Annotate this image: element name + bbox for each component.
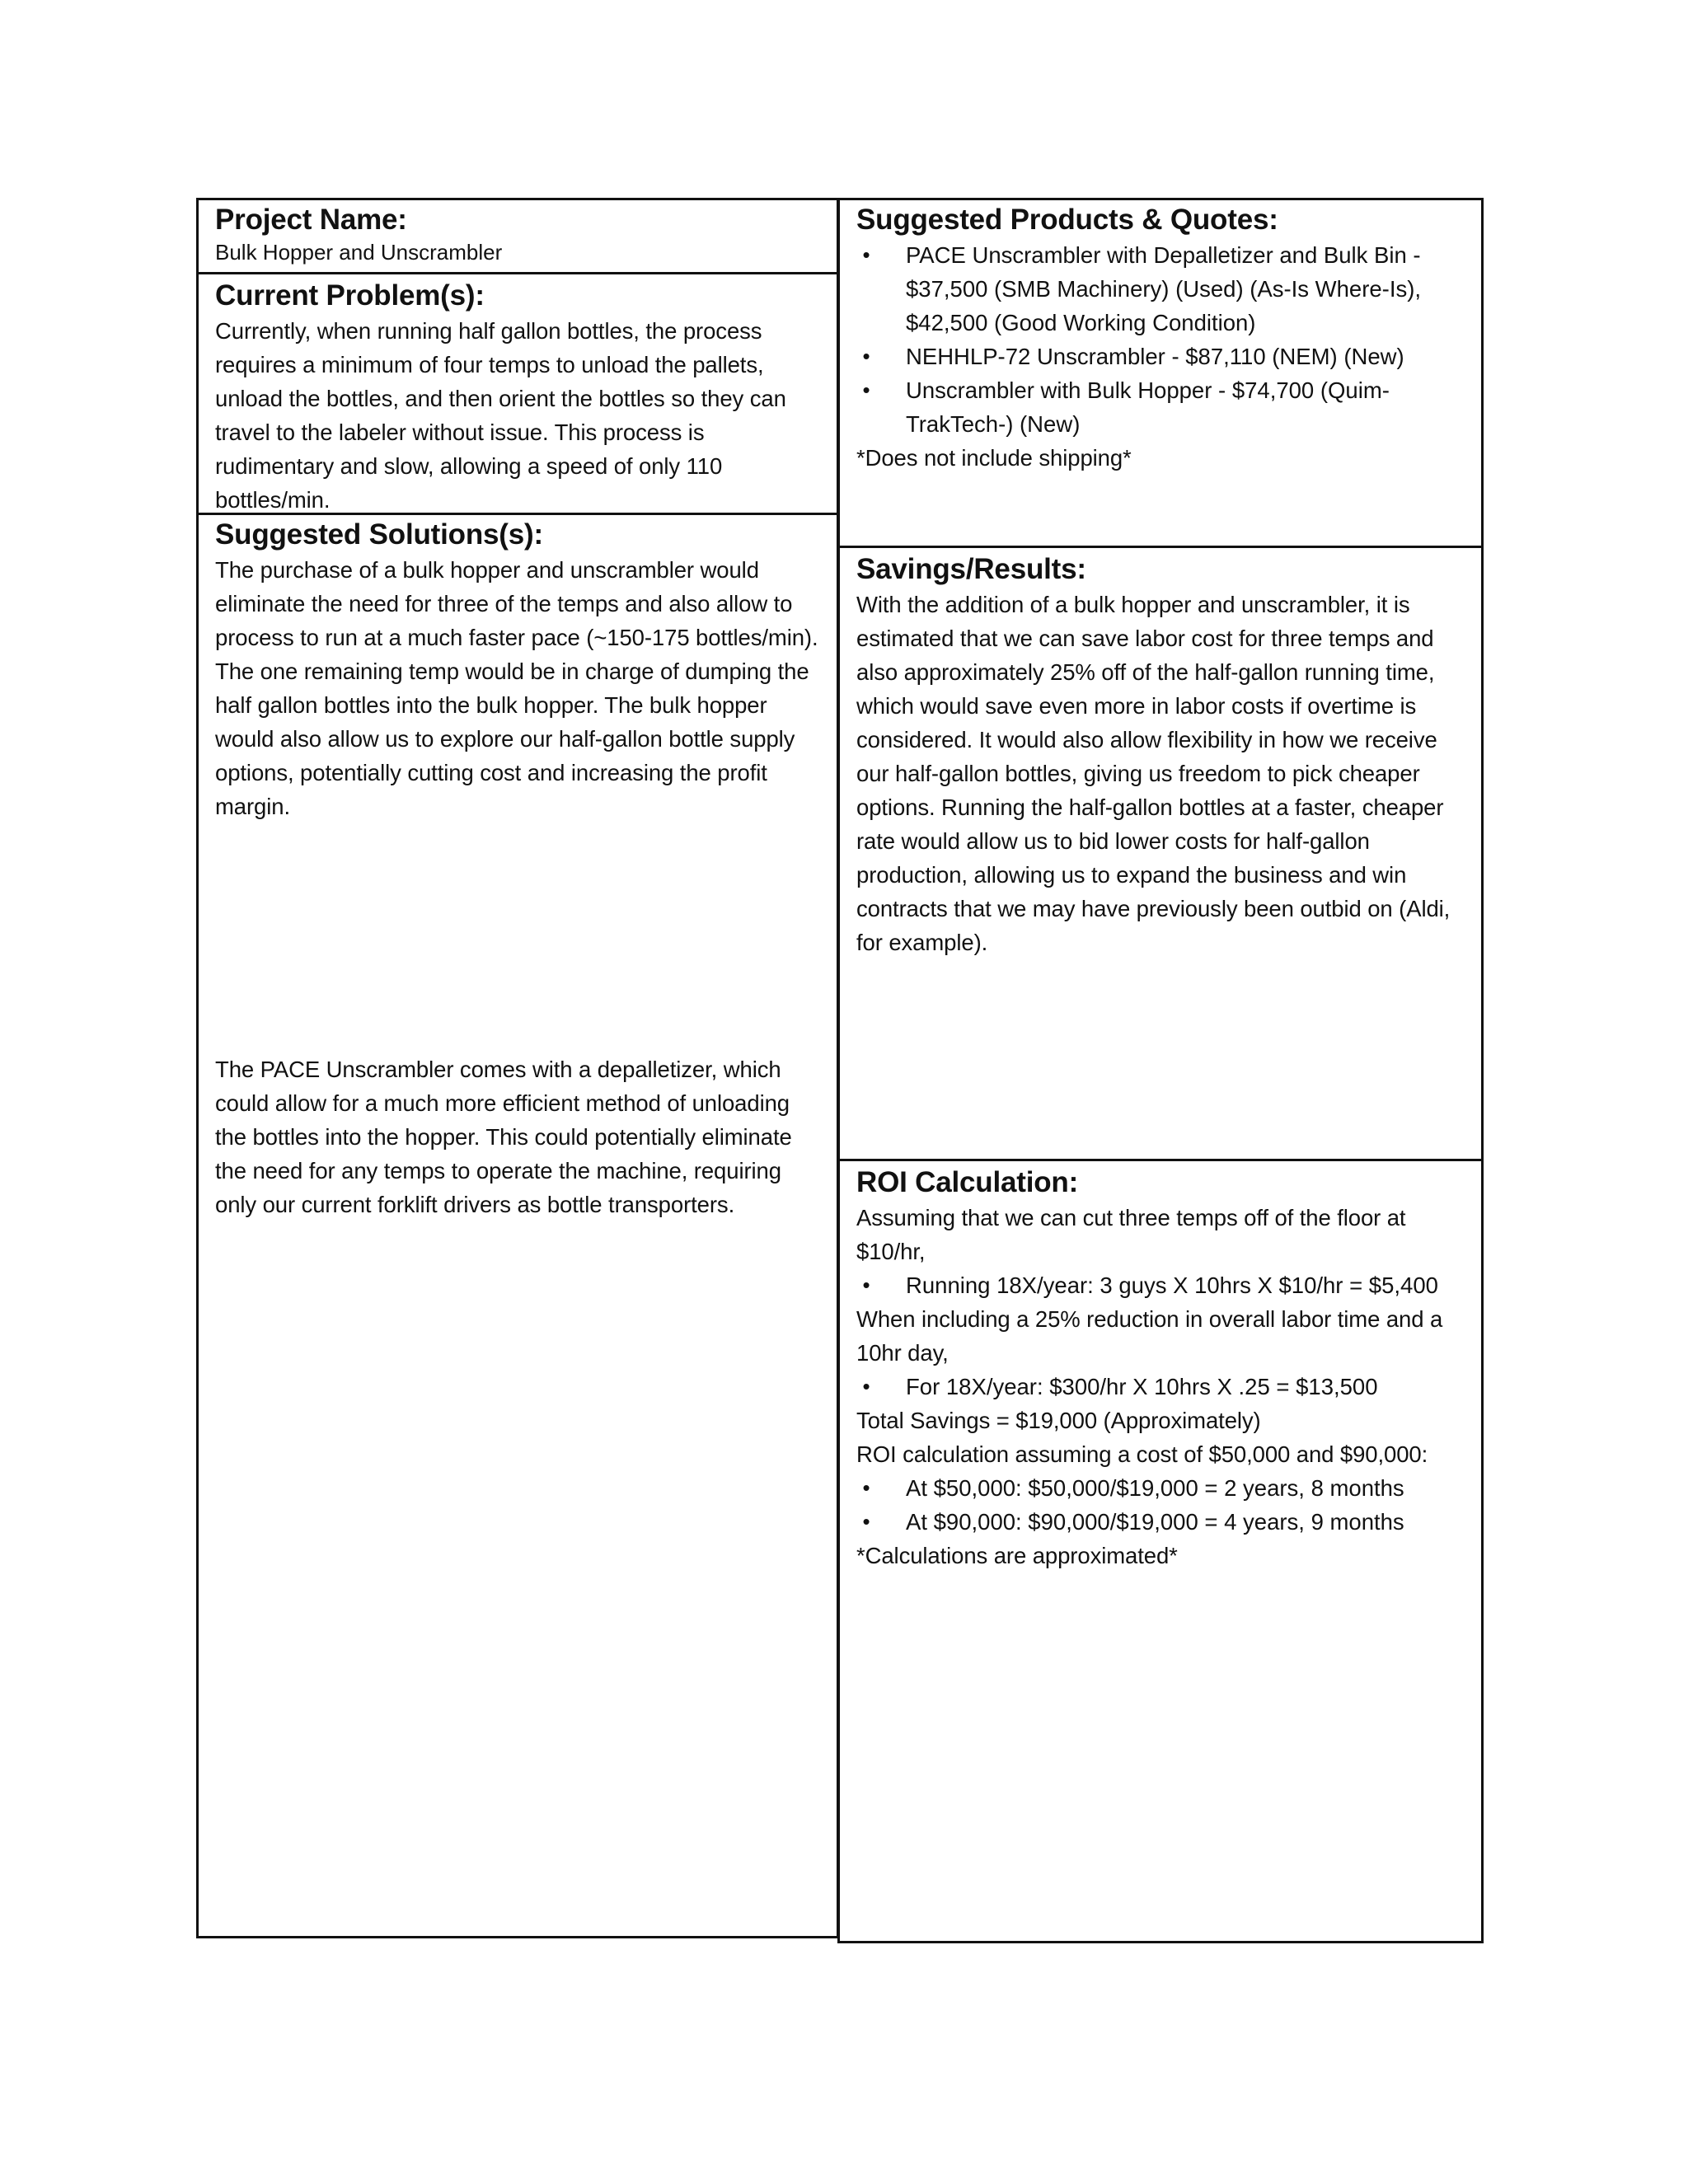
product-item-text: PACE Unscrambler with Depalletizer and Bulk Bin - $37,500 (SMB Machinery) (Used) (As-Is Where-Is), $42,500 (Good Working Condition) <box>906 242 1422 335</box>
current-problem-text: Currently, when running half gallon bottles, the process requires a minimum of four temps to unload the pallets, unload the bottles, and then orient the bottles so they can travel to the labeler without issue. This process is rudimentary and slow, allowing a speed of only 110 bottles/min. <box>215 318 786 513</box>
product-item-text: NEHHLP-72 Unscrambler - $87,110 (NEM) (New) <box>906 344 1404 369</box>
roi-bullet-text: At $50,000: $50,000/$19,000 = 2 years, 8 months <box>906 1475 1404 1501</box>
bullet-icon: • <box>862 1509 870 1534</box>
roi-bullet-list-2 <box>856 1370 1463 1404</box>
roi-bullet-list-3 <box>856 1471 1463 1539</box>
current-problem-heading: Current Problem(s): <box>215 279 485 312</box>
suggested-solutions-paragraph-1: The purchase of a bulk hopper and unscrambler would eliminate the need for three of the temps and also allow to process to run at a much faster pace (~150-175 bottles/min). The one remaining temp would be in charge of dumping the half gallon bottles into the bulk hopper. The bulk hopper would also allow us to explore our half-gallon bottle supply options, potentially cutting cost and increasing the profit margin. <box>215 557 818 819</box>
product-item <box>856 373 1463 441</box>
roi-assumption-text: ROI calculation assuming a cost of $50,000 and $90,000: <box>856 1441 1428 1467</box>
suggested-solutions-cell <box>199 515 837 1936</box>
roi-bullet-list-1 <box>856 1268 1463 1302</box>
bullet-icon: • <box>862 1272 870 1297</box>
project-proposal-table <box>196 198 1484 1943</box>
suggested-solutions-heading: Suggested Solutions(s): <box>215 518 543 551</box>
bullet-icon: • <box>862 344 870 368</box>
project-name-heading: Project Name: <box>215 204 407 236</box>
left-column <box>196 198 839 1938</box>
roi-bullet-text: At $90,000: $90,000/$19,000 = 4 years, 9 months <box>906 1509 1404 1535</box>
suggested-products-heading: Suggested Products & Quotes: <box>856 204 1278 236</box>
suggested-solutions-paragraph-2: The PACE Unscrambler comes with a depalletizer, which could allow for a much more efficient method of unloading the bottles into the hopper. This could potentially eliminate the need for any temps to operate the machine, requiring only our current forklift drivers as bottle transporters. <box>215 1057 792 1217</box>
project-name-value: Bulk Hopper and Unscrambler <box>215 240 503 265</box>
roi-bullet-text: Running 18X/year: 3 guys X 10hrs X $10/hr = $5,400 <box>906 1272 1438 1298</box>
product-item <box>856 340 1463 373</box>
product-item <box>856 238 1463 340</box>
suggested-products-list <box>856 238 1463 441</box>
roi-calculation-cell <box>840 1161 1481 1941</box>
bullet-icon: • <box>862 242 870 267</box>
roi-approximation-note: *Calculations are approximated* <box>856 1543 1178 1568</box>
savings-results-cell <box>840 548 1481 1161</box>
roi-calculation-heading: ROI Calculation: <box>856 1166 1079 1198</box>
right-column <box>837 198 1484 1943</box>
roi-total-savings: Total Savings = $19,000 (Approximately) <box>856 1408 1261 1433</box>
savings-results-heading: Savings/Results: <box>856 553 1086 585</box>
project-name-cell <box>199 200 837 274</box>
product-item-text: Unscrambler with Bulk Hopper - $74,700 (Quim-TrakTech-) (New) <box>906 377 1390 437</box>
roi-bullet-item <box>856 1471 1463 1505</box>
bullet-icon: • <box>862 1374 870 1399</box>
suggested-products-cell <box>840 200 1481 548</box>
bullet-icon: • <box>862 1475 870 1500</box>
roi-bullet-item <box>856 1370 1463 1404</box>
products-shipping-note: *Does not include shipping* <box>856 445 1132 471</box>
roi-reduction-text: When including a 25% reduction in overall labor time and a 10hr day, <box>856 1306 1443 1366</box>
roi-bullet-text: For 18X/year: $300/hr X 10hrs X .25 = $13,500 <box>906 1374 1378 1399</box>
roi-intro-text: Assuming that we can cut three temps off of the floor at $10/hr, <box>856 1205 1406 1264</box>
bullet-icon: • <box>862 377 870 402</box>
roi-bullet-item <box>856 1268 1463 1302</box>
current-problem-cell <box>199 274 837 515</box>
roi-bullet-item <box>856 1505 1463 1539</box>
savings-results-text: With the addition of a bulk hopper and unscrambler, it is estimated that we can save labor cost for three temps and also approximately 25% off of the half-gallon running time, which would save even more in labor costs if overtime is considered. It would also allow flexibility in how we receive our half-gallon bottles, giving us freedom to pick cheaper options. Running the half-gallon bottles at a faster, cheaper rate would allow us to bid lower costs for half-gallon production, allowing us to expand the business and win contracts that we may have previously been outbid on (Aldi, for example). <box>856 592 1451 955</box>
